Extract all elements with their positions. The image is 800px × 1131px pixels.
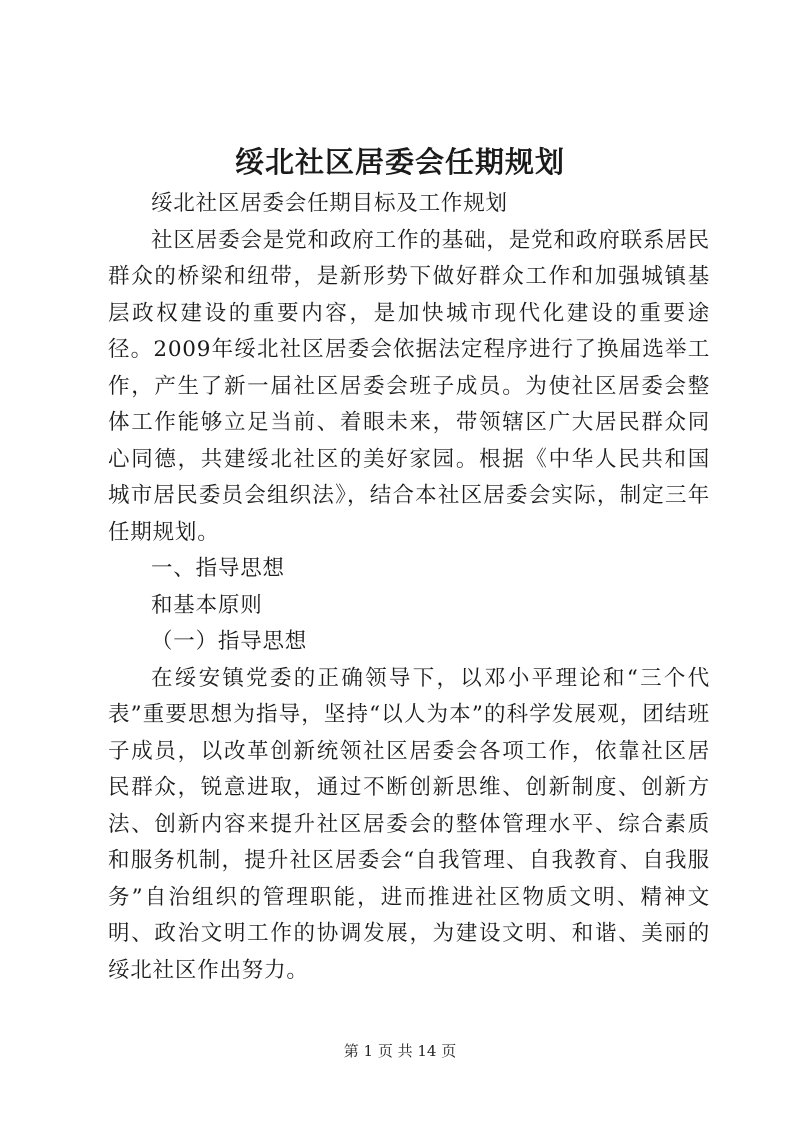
page-footer: 第 1 页 共 14 页 [343, 1042, 457, 1060]
guiding-thought-paragraph: 在绥安镇党委的正确领导下，以邓小平理论和“三个代表”重要思想为指导，坚持“以人为本”的科学发展观，团结班子成员，以改革创新统领社区居委会各项工作，依靠社区居民群众，锐意进取，通过不断创新思维、创新制度、创新方法、创新内容来提升社区居委会的整体管理水平、综合素质和服务机制，提升社区居委会“自我管理、自我教育、自我服务”自治组织的管理职能，进而推进社区物质文明、精神文明、政治文明工作的协调发展，为建设文明、和谐、美丽的绥北社区作出努力。 [108, 665, 710, 983]
document-body [108, 186, 710, 989]
subtitle-paragraph: 绥北社区居委会任期目标及工作规划 [151, 191, 508, 216]
subsection-heading: （一）指导思想 [151, 629, 308, 654]
section-heading: 一、指导思想 [151, 556, 285, 581]
document-title: 绥北社区居委会任期规划 [234, 145, 565, 179]
intro-paragraph: 社区居委会是党和政府工作的基础，是党和政府联系居民群众的桥梁和纽带，是新形势下做好群众工作和加强城镇基层政权建设的重要内容，是加快城市现代化建设的重要途径。2009年绥北社区居委会依据法定程序进行了换届选举工作，产生了新一届社区居委会班子成员。为使社区居委会整体工作能够立足当前、着眼未来，带领辖区广大居民群众同心同德，共建绥北社区的美好家园。根据《中华人民共和国城市居民委员会组织法》，结合本社区居委会实际，制定三年任期规划。 [108, 227, 710, 545]
section-heading-continued: 和基本原则 [151, 592, 263, 618]
